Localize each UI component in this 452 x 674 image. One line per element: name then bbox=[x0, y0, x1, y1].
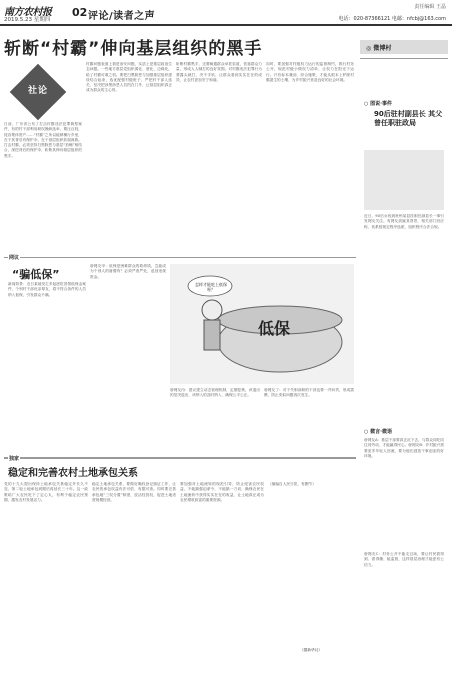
sidebar-photo bbox=[364, 150, 444, 210]
section-divider bbox=[4, 458, 356, 459]
sidebar-item2-text: @网友A：基层干部要真正沉下去，与群众同吃同住同劳动，才能赢得民心。@网友B：乡村振兴需要更多年轻人回流，要为他们创造干事创业的好环境。 bbox=[364, 438, 444, 458]
opinion-tag: 网议 bbox=[9, 255, 20, 261]
lead-column-1: 日前，广东省公布了打击村霸违法犯罪典型案件，有的村干部利用职权操纵选举，欺压百姓，侵吞集体资产……“村霸”之所以能够横行乡里，在于其背后有保护伞，在于基层组织软弱涣散。打击村霸，必须坚持扫黑除恶与基层“拍蝇”相结合，深挖背后的保护伞，斩断其伸向基层组织的黑手。 bbox=[4, 122, 82, 158]
editorial-badge bbox=[12, 66, 64, 118]
weibo-icon: ◎ bbox=[366, 45, 374, 52]
sidebar-item1-title-label: 图说·事件 bbox=[370, 101, 393, 107]
contact-info: 电话：020-87366121 电邮：nfcbj@163.com bbox=[338, 16, 446, 22]
exclusive-tag: 独家 bbox=[9, 456, 20, 462]
opinion-column-3: @网友丙：建议建立动态管理机制，定期复核，该退出的坚决退出，该纳入的及时纳入，确保公平公正。 bbox=[170, 388, 260, 398]
newspaper-logo: 南方农村报 bbox=[4, 7, 52, 18]
sidebar-item1-headline: 90后驻村副县长 其父曾任职驻政局 bbox=[374, 110, 443, 127]
sidebar-header bbox=[360, 40, 448, 54]
lead-column-2: 村霸问题表面上看是治安问题，实质上是基层政治生态问题。一些地方基层党组织弱化、虚化、边缘化，给了村霸可乘之机。要把扫黑除恶与加强基层组织建设结合起来，选优配强村级班子，严把村干部人选关，坚决把涉黑涉恶人员挡在门外，让基层组织真正成为群众的主心骨。 bbox=[86, 62, 172, 93]
lead-column-3: 斩断村霸黑手，还要畅通群众举报渠道，依靠群众力量，形成人人喊打的良好氛围。对村霸违法犯罪行为要露头就打，决不手软，让群众看到实实在在的成效，让农村更加安宁和谐。 bbox=[176, 62, 262, 82]
exclusive-subhead: 稳定和完善农村土地承包关系 bbox=[8, 468, 138, 479]
weibo-sidebar bbox=[360, 40, 448, 660]
opinion-subhead: “骗低保” bbox=[12, 268, 60, 281]
editorial-label: 社论 bbox=[27, 86, 48, 96]
masthead bbox=[0, 0, 452, 26]
sidebar-header-label: 微博村 bbox=[373, 45, 392, 52]
sidebar-rule bbox=[360, 58, 448, 59]
cartoon-word: 低保 bbox=[258, 319, 291, 338]
sidebar-item1-title bbox=[364, 100, 392, 107]
opinion-column-4: @网友丁：对于失职渎职的干部也要一并问责，形成震慑，防止类似问题再次发生。 bbox=[264, 388, 354, 398]
bullet-icon: ○ bbox=[364, 429, 371, 435]
exclusive-column-3: 要加强对土地流转的规范引导，防止侵害农民权益，不能搞强迫命令，不能搞一刀切，确保农民在土地流转中获得实实在在的收益，让土地真正成为农民增收致富的重要资源。 bbox=[180, 482, 264, 502]
figure-body bbox=[204, 320, 220, 350]
sidebar-item2-title bbox=[364, 428, 392, 435]
speech-bubble-text: 怎样才能吃上低保呀？ bbox=[195, 282, 227, 292]
exclusive-credit: （据新华社） bbox=[300, 648, 323, 652]
section-title: 评论/读者之声 bbox=[88, 11, 156, 22]
figure-head bbox=[202, 300, 222, 320]
exclusive-column-2: 稳定土地承包关系，要做好确权登记颁证工作，让农民的承包权益有法可依、有据可查。同时要完善承包地“三权分置”制度，放活经营权，促进土地适度规模经营。 bbox=[92, 482, 176, 502]
sidebar-item2-title-label: 微言·微语 bbox=[370, 429, 393, 435]
sidebar-item3-text: @网友C：村务公开不能走过场，要让村民看得到、看得懂、能监督，这样基层治理才能更有公信力。 bbox=[364, 552, 444, 567]
exclusive-column-1: 党的十九大提出保持土地承包关系稳定并长久不变，第二轮土地承包到期后再延长三十年。这一政策给广大农民吃下了定心丸，有利于稳定农民预期，激发农村发展活力。 bbox=[4, 482, 88, 502]
lead-column-4: 同时，要加强对村级权力运行的监督制约，推行村务公开，规范村级小微权力清单，让权力在阳光下运行。只有标本兼治、综合施策，才能从根本上铲除村霸滋生的土壤，为乡村振兴营造良好的社会环境。 bbox=[266, 62, 354, 82]
editor-credits: 责任编辑 王晶 bbox=[414, 4, 446, 10]
exclusive-column-4: （摘编自人民日报，有删节） bbox=[268, 482, 316, 486]
bullet-icon: ○ bbox=[364, 101, 371, 107]
page-number: 02 bbox=[72, 6, 88, 19]
issue-date: 2019.5.23 星期四 bbox=[4, 17, 51, 23]
sidebar-item1-text: 近日，90后女孩到贵州某县挂职任副县长一事引发网友关注。有网友质疑其背景，相关部门回应称，其系按规定程序选派，组织程序合法合规。 bbox=[364, 214, 444, 229]
opinion-column-2: @网友甲：低保是困难群众的救命钱，岂能成为个别人的唐僧肉？必须严查严处，追回违规资金。 bbox=[90, 264, 166, 279]
lead-headline: 斩断“村霸”伸向基层组织的黑手 bbox=[4, 39, 263, 59]
opinion-column-1: 新闻背景：近日某地发生多起虚报冒领低保金案件，个别村干部优亲厚友，将不符合条件的人员纳入低保，引发群众不满。 bbox=[8, 282, 86, 297]
cartoon-illustration bbox=[170, 264, 354, 384]
